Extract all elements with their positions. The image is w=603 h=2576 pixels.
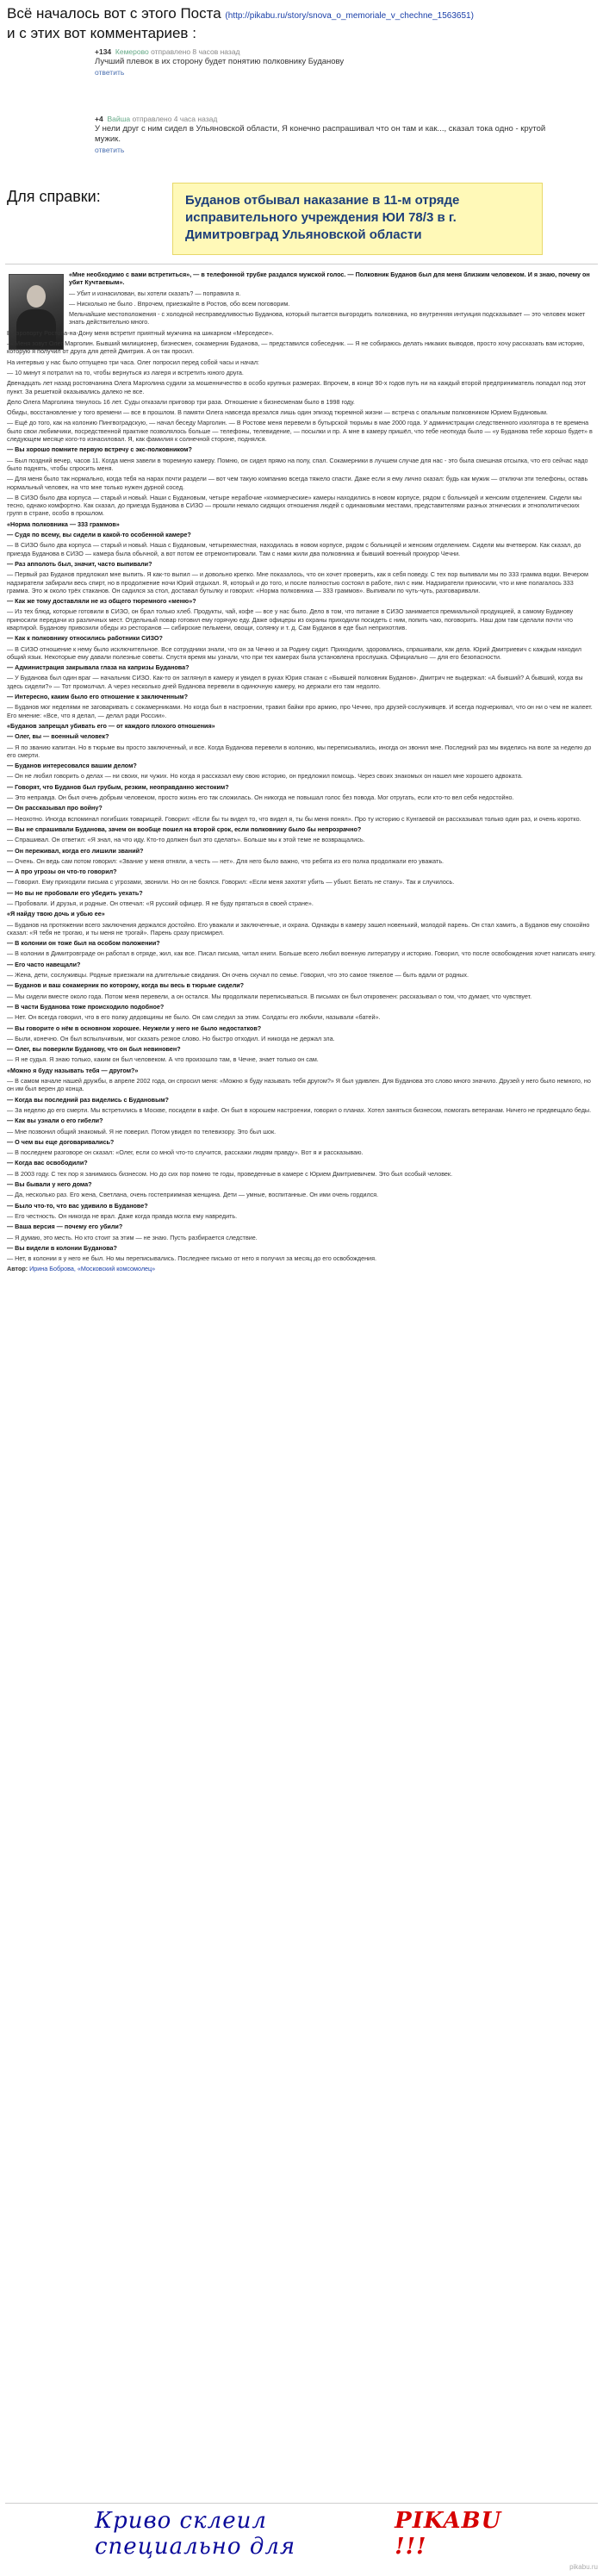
comment-1	[95, 47, 560, 78]
article-paragraph: — Ещё до того, как на колонию Пингвоградскую, — начал беседу Марголин. — В Ростове меня перевели в бутырской тюрьмы в мае 2000 года. У администрации следственного изолятора в те времена было свои любимчики, посредственной практике позволялось больше — телефоны, телевидение, — посылки и пр. А мне в камеру пришёл, что тебе неоткуда было — «у Буданова тебе хорошо будет» в следующем месяце кого-то изнасиловал. Я, как фамилия к солнечной стороне, поднялся.	[7, 419, 593, 444]
article-paragraph: — Был поздний вечер, часов 11. Когда меня завели в тюремную камеру. Помню, он сидел прямо на полу, спал. Сокамерники в лучшем случае для нас - это была смешная отсылка, что его сейчас надо было поднять, чтобы спросить меня.	[7, 456, 588, 472]
article-paragraph: — За неделю до его смерти. Мы встретились в Москве, посидели в кафе. Он был в хорошем настроении, говорил о планах. Хотел заняться бизнесом, помогать ветеранам. Ничего не предвещало беды.	[7, 1105, 592, 1114]
article-paragraph: — В СИЗО было два корпуса — старый и новый. Наша с Будановым, четырехместная, находилась в новом корпусе, рядом с больницей и женским отделением. Сидели мы вчетвером. Как сказал, до приезда Буданова в СИЗО — камера была обычной, а вот потом ее отремонтировали. Там с нами жили два полковника и бывший военный прокурор Чечни.	[7, 541, 581, 557]
article-author	[7, 1265, 596, 1272]
article-paragraph: — Вы хорошо помните первую встречу с экс-полковником?	[7, 445, 192, 454]
article-paragraph: — В части Буданова тоже происходило подобное?	[7, 1002, 165, 1011]
article-paragraph: — Мне позвонил общий знакомый. Я не поверил. Потом увидел по телевизору. Это был шок.	[7, 1127, 277, 1136]
article-paragraph: — В СИЗО было два корпуса — старый и новый. Наши с Будановым, четыре нерабочие «коммерческие» камеры находились в новом корпусе, рядом с больницей и женским отделением. Сидели мы тесно, однако комфортно. Как сказал, до приезда Буданова в СИЗО — прошли немало сидящих отношения людей с одинаковыми местами, представителями разных этнических и этнополитических групп в стране, особо в прошлом.	[7, 493, 582, 518]
article-paragraph: — В колонии он тоже был на особом положении?	[7, 939, 160, 948]
header-title-line1: Всё началось вот с этого Поста	[7, 5, 221, 22]
article-paragraph: — Раз апполоть был, значит, часто выпивали?	[7, 559, 152, 568]
comment-rating: +134	[95, 47, 112, 56]
article-paragraph: — Судя по всему, вы сидели в какой-то особенной камере?	[7, 531, 191, 539]
source-post-link[interactable]: (http://pikabu.ru/story/snova_o_memoriale_v_chechne_1563651)	[225, 11, 474, 21]
article-paragraph: — Ваша версия — почему его убили?	[7, 1223, 123, 1231]
headline-banner: Буданов отбывал наказание в 11-м отряде исправительного учреждения ЮИ 78/3 в г. Димитровград Ульяновской области	[172, 183, 543, 255]
comment-location[interactable]: Вайша	[107, 115, 131, 123]
article-paragraph: — Но вы не пробовали его убедить уехать?	[7, 888, 143, 897]
article-paragraph: — Для меня было так нормально, когда тебя на нарах почти раздели — вот чем такую компанию всегда тяжело спасти. Даже если я ему лично сказал: будь как мужик — отключи эти телефоны, оставь нормальный человек, на что мне только нужен дурной сосед.	[7, 475, 588, 491]
comment-rating: +4	[95, 115, 103, 123]
article-paragraph: — Буданов на протяжении всего заключения держался достойно. Его уважали и заключенные, и охрана. Однажды в камеру зашел новенький, молодой парень. Он стал хамить, а Буданов ему спокойно сказал: «Я тебя не трогаю, и ты меня не трогай». Парень сразу присмирел.	[7, 920, 590, 936]
article-paragraph: — Пробовали. И друзья, и родные. Он отвечал: «Я русский офицер. Я не буду прятаться в своей стране».	[7, 899, 314, 907]
article-paragraph: — В последнем разговоре он сказал: «Олег, если со мной что-то случится, расскажи людям правду». Вот я и рассказываю.	[7, 1148, 364, 1157]
article-paragraph: «Буданов запрещал убивать его — от каждого плохого отношения»	[7, 721, 215, 730]
article-paragraph: — Первый раз Буданов предложил мне выпить. Я как-то выпил — и довольно крепко. Мне показалось, что он хочет проверить, как я себя поведу. С тех пор выпивали мы по 333 грамма водки. Вечером надзиратели забирали весь спирт, но в продолжение ночи Юрий отдыхал. Я, который и до того, и после полностью состоял в работе, пил с ним. Надзиратели приносили, что и мне полагалось 333 грамма. Это ж около трёх стаканов. Он садился за стол, доставал бутылку и говорил: «Норма полковника — 333 граммов». Выпивали по чуть-чуть, разговаривали.	[7, 570, 588, 594]
article-paragraph: — Он рассказывал про войну?	[7, 804, 103, 812]
article-paragraph: — В 2003 году. С тех пор я занимаюсь бизнесом. Но до сих пор помню те годы, проведенные в камере с Юрием Дмитриевичем. Это был особый человек.	[7, 1169, 453, 1178]
article-paragraph: В аэропорту Ростова-на-Дону меня встретит приятный мужчина на шикарном «Мерседесе».	[7, 328, 274, 337]
article-paragraph: — Я не судья. Я знаю только, каким он был человеком. А что произошло там, в Чечне, знает только он сам.	[7, 1055, 319, 1064]
article-paragraph: — Интересно, каким было его отношение к заключенным?	[7, 693, 188, 701]
article-paragraph: — Да, несколько раз. Его жена, Светлана, очень гостеприимная женщина. Дети — умные, воспитанные. Он ими очень гордился.	[7, 1191, 379, 1199]
article-paragraph: — Очень. Он ведь сам потом говорил: «Звание у меня отняли, а честь — нет». Для него было важно, что ребята из его полка продолжали его уважать.	[7, 856, 444, 865]
article-paragraph: — Как вы узнали о его гибели?	[7, 1117, 103, 1125]
reply-link[interactable]: ответить	[95, 68, 125, 77]
article-paragraph: — Олег, вы — военный человек?	[7, 732, 109, 741]
article-paragraph: — Олег, вы поверили Буданову, что он был невиновен?	[7, 1045, 181, 1054]
author-label: Автор:	[7, 1265, 28, 1273]
comment-text: Лучший плевок в их сторону будет понятию полковнику Буданову	[95, 57, 345, 66]
article-paragraph: — Вы говорите о нём в основном хорошее. Неужели у него не было недостатков?	[7, 1024, 262, 1032]
article-paragraph: — Нисколько не было . Впрочем, приезжайте в Ростов, обо всем поговорим.	[69, 299, 290, 308]
article-paragraph: — Вы видели в колонии Буданова?	[7, 1243, 117, 1252]
footer-banner-text: Криво склеил специально для	[95, 2508, 296, 2560]
article-paragraph: — Он переживал, когда его лишили званий?	[7, 846, 144, 855]
article-paragraph: — Говорил. Ему приходили письма с угрозами, звонили. Но он не боялся. Говорил: «Если меня захотят убить — убьют. Бегать не стану». Так и случилось.	[7, 878, 455, 887]
comment-time: отправлено 4 часа назад	[132, 115, 218, 123]
article-paragraph: «Норма полковника — 333 граммов»	[7, 520, 120, 528]
article-paragraph: Мельчайшие местоположения - с холодной несправедливостью Буданова, который пытается выгородить полковника, но внутренняя интуиция подсказывает — это человек может знать действительно много.	[69, 310, 586, 327]
article-paragraph: — Жена, дети, сослуживцы. Родные приезжали на длительные свидания. Он очень скучал по семье. Говорил, что это самое тяжелое — быть вдали от родных.	[7, 971, 469, 980]
article-paragraph: — Как к полковнику относились работники СИЗО?	[7, 634, 163, 643]
article-paragraph: — О чем вы еще договаривались?	[7, 1137, 115, 1146]
article-paragraph: — Его часто навещали?	[7, 960, 81, 968]
article-paragraph: — Буданов интересовался вашим делом?	[7, 762, 137, 770]
article-paragraph: — Вы не спрашивали Буданова, зачем он вообще пошел на второй срок, если полковнику было бы непрозрачно?	[7, 824, 362, 833]
article-paragraph: — Когда вы последний раз виделись с Будановым?	[7, 1095, 169, 1104]
comment-location[interactable]: Кемерово	[115, 47, 149, 56]
article-paragraph: — Мы сидели вместе около года. Потом меня перевели, а он остался. Мы продолжали переписываться. В письмах он был откровенен: рассказывал о том, что думает, что чувствует.	[7, 992, 532, 1000]
article-paragraph: — Это неправда. Он был очень добрым человеком, просто жизнь его так сложилась. Он никогда не повышал голос без повода. Мог отругать, если кто-то вел себя недостойно.	[7, 793, 514, 802]
author-name[interactable]: Ирина Боброва, «Московский комсомолец»	[29, 1265, 156, 1273]
article-paragraph: — В самом начале нашей дружбы, в апреле 2002 года, он спросил меня: «Можно я буду называть тебя другом?» Я был удивлен. Для Буданова это слово много значило. Друзей у него было немного, но он им был верен до конца.	[7, 1077, 591, 1093]
article-paragraph: — Убит и изнасилован, вы хотели сказать? — поправила я.	[69, 289, 241, 297]
article-paragraph: — Буданов и ваш сокамерник по которому, когда вы весь в тюрьме сидели?	[7, 981, 245, 990]
article-paragraph: — Он не любил говорить о делах — ни своих, ни чужих. Но когда я рассказал ему свою историю, он предложил помощь. Через своих знакомых он нашел мне хорошего адвоката.	[7, 772, 523, 781]
comment-time: отправлено 8 часов назад	[151, 47, 240, 56]
article-paragraph: — Когда вас освободили?	[7, 1159, 88, 1167]
comment-text: У нели друг с ним сидел в Ульяновской области, Я конечно распрашивал что он там и как..., сказал тока одно - крутой мужик.	[95, 124, 546, 144]
article-paragraph: — Нет, в колонии я у него не был. Но мы переписывались. Последнее письмо от него я получил за месяц до его освобождения.	[7, 1254, 376, 1263]
article-paragraph: — Его честность. Он никогда не врал. Даже когда правда могла ему навредить.	[7, 1211, 238, 1220]
article-body	[7, 289, 596, 1263]
header-title-line2: и с этих вот комментариев :	[7, 25, 196, 41]
article-paragraph: Двенадцать лет назад ростовчанина Олега Марголина судили за мошенничество в особо крупных размерах. Впрочем, в конце 90-х годов путь ни на каждый второй предприниматель попадал под этот пункт. За решеткой оказывались далеко не все.	[7, 379, 587, 395]
pikabu-brand: PIKABU !!!	[395, 2508, 502, 2560]
article-paragraph: — У Буданова был один враг — начальник СИЗО. Как-то он заглянул в камеру и увидел в руках Юрия стакан с «Бывшей полковник Буданов». Дмитрич не выдержал: «А бывший? А бывший, когда вы здесь сидели?» — Тот промолчал. А через несколько дней Буданова перевели в одиночную камеру, но держали его там недолго.	[7, 674, 583, 690]
reference-label: Для справки:	[7, 188, 101, 205]
footer-banner	[95, 2508, 508, 2560]
article-paragraph: — Меня зовут Олег Марголин. Бывший милиционер, бизнесмен, сокамерник Буданова, — представился собеседник. — Я не собираюсь делать никаких выводов, просто хочу рассказать вам историю, которую я получил от друга для детей Дмитрия. А он так просил.	[7, 339, 585, 356]
article-paragraph: — В колонии в Димитровграде он работал в отряде, жил, как все. Писал письма, читал книги. Больше всего любил военную литературу и историю. Говорил, что после освобождения хочет написать книгу.	[7, 949, 596, 958]
article-paragraph: — Спрашивал. Он ответил: «Я знал, на что иду. Кто-то должен был это сделать». Больше мы к этой теме не возвращались.	[7, 836, 365, 844]
article-paragraph: «Можно я буду называть тебя — другом?»	[7, 1066, 139, 1074]
article-paragraph: — В СИЗО отношение к нему было исключительное. Все сотрудники знали, что он за Чечню и за Родину сидит. Приходили, здоровались, спрашивали, как дела. Юрий Дмитриевич с каждым находил общий язык. Некоторые ему давали полезные советы. Спустя время мы узнали, что при тех камерах была установлена прослушка. Официально — для его безопасности.	[7, 644, 582, 661]
article	[7, 271, 596, 1276]
article-paragraph: «Я найду твою дочь и убью ее»	[7, 910, 105, 918]
article-paragraph: — Нет. Он всегда говорил, что в его полку дедовщины не было. Он сам следил за этим. Солдаты его любили, называли «батей».	[7, 1013, 381, 1022]
article-paragraph: — А про угрозы он что-то говорил?	[7, 868, 117, 876]
reply-link[interactable]: ответить	[95, 146, 125, 154]
article-paragraph: — Говорят, что Буданов был грубым, резким, неоправданно жестоким?	[7, 782, 229, 791]
article-paragraph: — Вы бывали у него дома?	[7, 1180, 92, 1189]
article-paragraph: — Я думаю, это месть. Но кто стоит за этим — не знаю. Пусть разбирается следствие.	[7, 1233, 258, 1241]
article-paragraph: Обиды, восстановление у того времени — все в прошлом. В памяти Олега навсегда врезался лишь один эпизод тюремной жизни — встреча с опальным полковником Юрием Будановым.	[7, 408, 548, 417]
article-paragraph: — Неохотно. Иногда вспоминал погибших товарищей. Говорил: «Если бы ты видел то, что видел я, ты бы меня понял». Про ту историю с Кунгаевой он рассказывал только один раз, и очень коротко.	[7, 814, 581, 823]
article-paragraph: — Буданов мог неделями не заговаривать с сокамерниками. Но когда был в настроении, травил байки про армию, про Чечню, про друзей-сослуживцев. И всегда подчеркивал, что он ни о чем не жалеет. Его мнение: «Все, что я делал, — делал ради России».	[7, 703, 593, 719]
article-paragraph: Дело Олега Марголина тянулось 16 лет. Суды отказали приговор три раза. Отношение к бизнесменам было в 1998 году.	[7, 397, 355, 406]
article-paragraph: — 10 минут я потратил на то, чтобы вернуться из лагеря и встретить юного друга.	[7, 368, 244, 376]
watermark: pikabu.ru	[569, 2563, 598, 2571]
article-lead: «Мне необходимо с вами встретиться», — в телефонной трубке раздался мужской голос. — Полковник Буданов был для меня близким человеком. И я знаю, почему он убит Кучтаевым».	[69, 271, 590, 287]
comment-2	[95, 114, 560, 155]
header	[7, 5, 474, 42]
article-paragraph: — Администрация закрывала глаза на капризы Буданова?	[7, 663, 190, 672]
divider	[5, 2503, 598, 2504]
article-paragraph: — Было что-то, что вас удивило в Буданове?	[7, 1201, 148, 1210]
article-paragraph: — Я по званию капитан. Но в тюрьме вы просто заключенный, и все. Когда Буданова перевели в колонию, мы переписывались, иногда он звонил мне. Последний раз мы виделись на воле за неделю до его смерти.	[7, 743, 592, 759]
article-paragraph: — Были, конечно. Он был вспыльчивым, мог сказать резкое слово. Но быстро отходил. И никогда не держал зла.	[7, 1034, 335, 1042]
article-paragraph: На интервью у нас было отпущено три часа. Олег попросил перед собой часы и начал:	[7, 358, 259, 366]
article-paragraph: — Как же тому доставляли не из общего тюремного «меню»?	[7, 597, 196, 606]
article-paragraph: — Из тех блюд, которые готовили в СИЗО, он брал только хлеб. Продукты, чай, кофе — все у нас было. Дело в том, что питание в СИЗО занимается премиальной продукцией, а самому Буданову приносили передачи из различных мест. Отдельный повар готовил ему горячую еду. Даже офицеры из охраны приходили посидеть с ним, попить чаю, поговорить. Наш дом там сделали почти что квартирой. Буданову привозили обеды из ресторанов — сибирские пельмени, овощи, солянку и т. д. Сам Буданов в еде был неприхотлив.	[7, 607, 574, 632]
